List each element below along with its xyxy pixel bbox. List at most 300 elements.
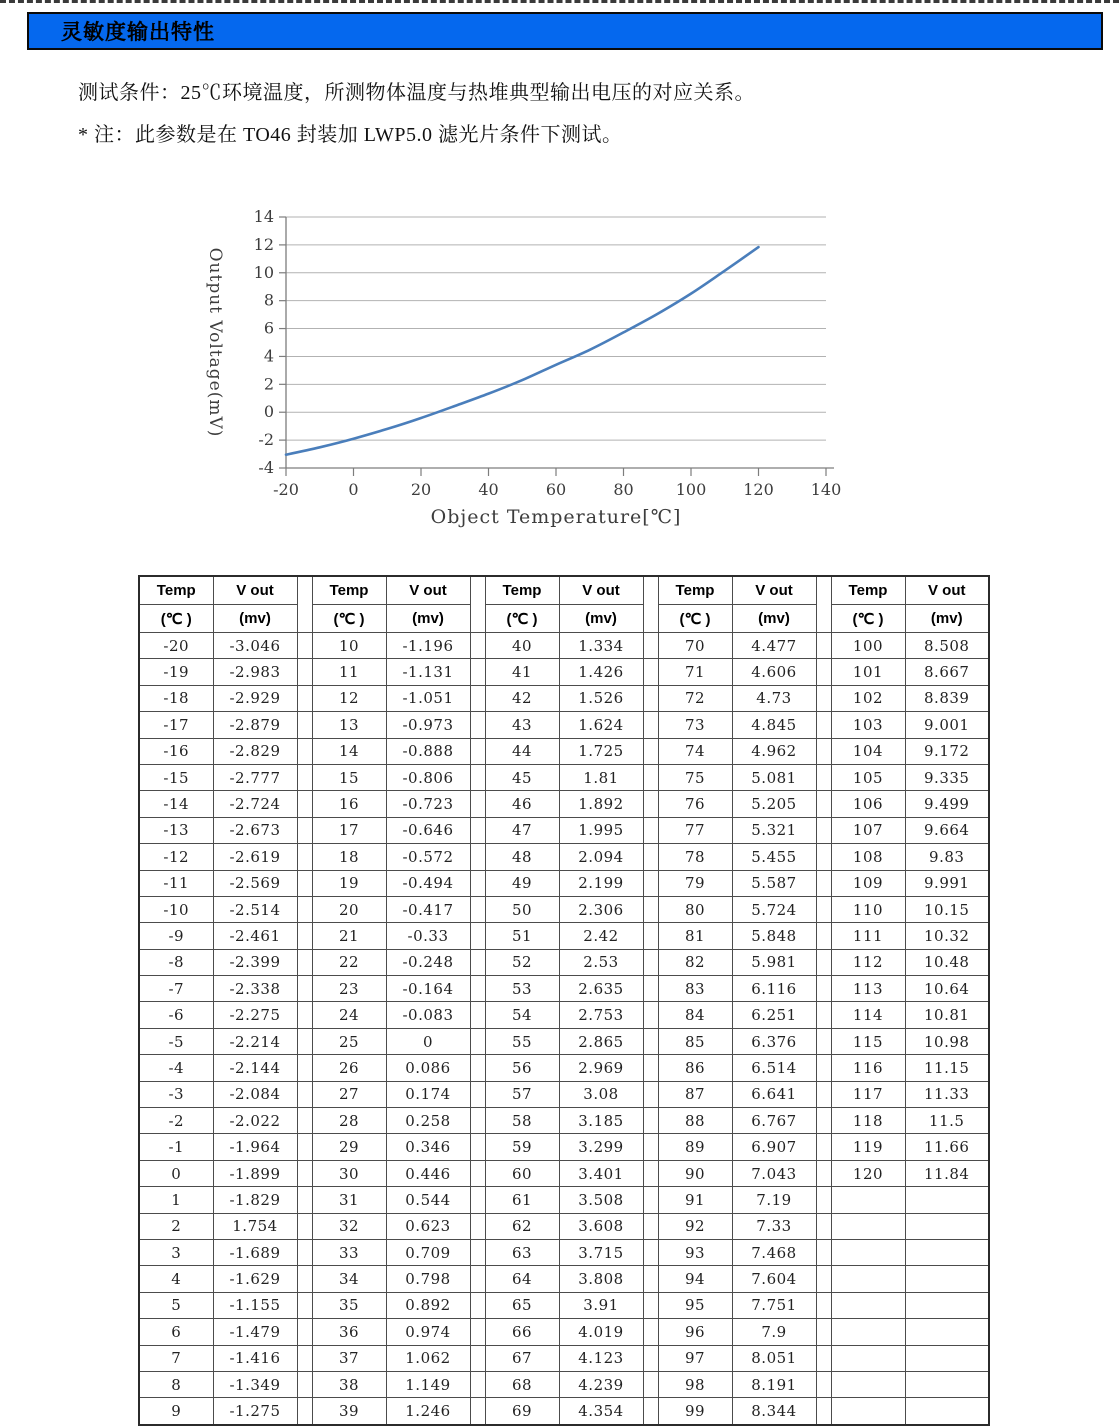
temp-cell: 66 — [485, 1319, 559, 1345]
temp-cell: 58 — [485, 1108, 559, 1134]
vout-cell: 1.426 — [559, 659, 643, 685]
vout-cell: 10.81 — [905, 1002, 989, 1028]
vout-cell: 1.81 — [559, 764, 643, 790]
spacer-cell — [643, 1134, 658, 1160]
vout-cell — [905, 1239, 989, 1265]
table-row — [139, 764, 989, 790]
spacer-cell — [470, 576, 485, 633]
temp-cell: 93 — [658, 1239, 732, 1265]
vout-cell: -2.983 — [213, 659, 297, 685]
col-header-temp-unit: (℃ ) — [485, 605, 559, 633]
vout-cell: -2.724 — [213, 791, 297, 817]
spacer-cell — [470, 1002, 485, 1028]
spacer-cell — [816, 1055, 831, 1081]
vout-cell: 6.641 — [732, 1081, 816, 1107]
table-row — [139, 685, 989, 711]
temp-cell: 22 — [312, 949, 386, 975]
vout-cell: -2.829 — [213, 738, 297, 764]
temp-cell: 36 — [312, 1319, 386, 1345]
spacer-cell — [470, 1108, 485, 1134]
temp-cell: 117 — [831, 1081, 905, 1107]
temp-cell: 27 — [312, 1081, 386, 1107]
temp-cell: 0 — [139, 1160, 213, 1186]
y-tick-label: 12 — [253, 234, 274, 254]
temp-cell: 83 — [658, 976, 732, 1002]
spacer-cell — [470, 1239, 485, 1265]
temp-cell: 11 — [312, 659, 386, 685]
vout-cell: 4.606 — [732, 659, 816, 685]
temp-cell: 56 — [485, 1055, 559, 1081]
col-header-vout-unit: (mv) — [213, 605, 297, 633]
temp-cell: 101 — [831, 659, 905, 685]
temp-cell: 5 — [139, 1292, 213, 1318]
vout-cell: -0.164 — [386, 976, 470, 1002]
temp-cell: 105 — [831, 764, 905, 790]
spacer-cell — [297, 1002, 312, 1028]
temp-cell: 38 — [312, 1371, 386, 1397]
vout-cell: 1.149 — [386, 1371, 470, 1397]
spacer-cell — [470, 949, 485, 975]
temp-cell: 81 — [658, 923, 732, 949]
vout-cell: 6.376 — [732, 1028, 816, 1054]
temp-cell: -14 — [139, 791, 213, 817]
spacer-cell — [643, 1187, 658, 1213]
vout-cell: 10.48 — [905, 949, 989, 975]
vout-cell: 10.32 — [905, 923, 989, 949]
spacer-cell — [470, 1187, 485, 1213]
vout-cell: 0.974 — [386, 1319, 470, 1345]
vout-cell: 9.335 — [905, 764, 989, 790]
col-header-temp: Temp — [831, 576, 905, 605]
table-row — [139, 1319, 989, 1345]
temp-cell: 71 — [658, 659, 732, 685]
temp-cell: 14 — [312, 738, 386, 764]
temp-cell: 76 — [658, 791, 732, 817]
spacer-cell — [816, 1160, 831, 1186]
vout-cell: 0.623 — [386, 1213, 470, 1239]
spacer-cell — [297, 949, 312, 975]
spacer-cell — [470, 976, 485, 1002]
spacer-cell — [816, 1187, 831, 1213]
table-row — [139, 896, 989, 922]
vout-cell: 7.751 — [732, 1292, 816, 1318]
temp-cell — [831, 1371, 905, 1397]
spacer-cell — [643, 1319, 658, 1345]
temp-cell: 10 — [312, 633, 386, 659]
table-row — [139, 1187, 989, 1213]
x-tick-label: 120 — [743, 480, 774, 499]
section-title: 灵敏度输出特性 — [61, 21, 215, 44]
temp-cell: 17 — [312, 817, 386, 843]
temp-cell: -13 — [139, 817, 213, 843]
table-row — [139, 1055, 989, 1081]
y-tick-label: 8 — [263, 290, 274, 310]
spacer-cell — [643, 576, 658, 633]
spacer-cell — [643, 1345, 658, 1371]
vout-cell: -2.461 — [213, 923, 297, 949]
temp-cell — [831, 1266, 905, 1292]
vout-cell: -1.275 — [213, 1398, 297, 1425]
vout-cell: -2.569 — [213, 870, 297, 896]
temp-cell: 89 — [658, 1134, 732, 1160]
spacer-cell — [297, 712, 312, 738]
temp-cell: -9 — [139, 923, 213, 949]
col-header-temp: Temp — [658, 576, 732, 605]
vout-cell: -0.572 — [386, 844, 470, 870]
spacer-cell — [816, 1319, 831, 1345]
page-top-divider — [0, 0, 1119, 3]
temp-cell: 116 — [831, 1055, 905, 1081]
spacer-cell — [470, 1055, 485, 1081]
temp-cell: 25 — [312, 1028, 386, 1054]
spacer-cell — [297, 791, 312, 817]
temp-cell: -20 — [139, 633, 213, 659]
temp-cell: 41 — [485, 659, 559, 685]
spacer-cell — [470, 712, 485, 738]
temp-cell: 88 — [658, 1108, 732, 1134]
temp-cell: 85 — [658, 1028, 732, 1054]
temp-cell: 47 — [485, 817, 559, 843]
spacer-cell — [816, 949, 831, 975]
table-row — [139, 817, 989, 843]
voltage-table — [138, 575, 990, 1426]
temp-cell: 31 — [312, 1187, 386, 1213]
spacer-cell — [470, 1371, 485, 1397]
temp-cell: -17 — [139, 712, 213, 738]
temp-cell: 70 — [658, 633, 732, 659]
temp-cell: 55 — [485, 1028, 559, 1054]
vout-cell: 5.981 — [732, 949, 816, 975]
vout-cell: 8.191 — [732, 1371, 816, 1397]
vout-cell: 5.205 — [732, 791, 816, 817]
spacer-cell — [297, 1371, 312, 1397]
table-row — [139, 1108, 989, 1134]
table-head — [139, 576, 989, 633]
spacer-cell — [643, 685, 658, 711]
temp-cell: 103 — [831, 712, 905, 738]
spacer-cell — [816, 1239, 831, 1265]
spacer-cell — [643, 633, 658, 659]
vout-cell: -0.33 — [386, 923, 470, 949]
temp-cell: 3 — [139, 1239, 213, 1265]
vout-cell: -2.673 — [213, 817, 297, 843]
temp-cell: -10 — [139, 896, 213, 922]
vout-cell — [905, 1266, 989, 1292]
y-tick-label: 14 — [253, 207, 274, 226]
temp-cell: 21 — [312, 923, 386, 949]
vout-cell: 8.667 — [905, 659, 989, 685]
vout-cell: 0.086 — [386, 1055, 470, 1081]
temp-cell: 86 — [658, 1055, 732, 1081]
temp-cell: 98 — [658, 1371, 732, 1397]
spacer-cell — [297, 1108, 312, 1134]
vout-cell: 10.64 — [905, 976, 989, 1002]
vout-cell — [905, 1187, 989, 1213]
vout-cell: 2.969 — [559, 1055, 643, 1081]
spacer-cell — [816, 1345, 831, 1371]
temp-cell: 12 — [312, 685, 386, 711]
temp-cell: 8 — [139, 1371, 213, 1397]
temp-cell: 6 — [139, 1319, 213, 1345]
temp-cell — [831, 1239, 905, 1265]
vout-cell: 9.664 — [905, 817, 989, 843]
temp-cell: 39 — [312, 1398, 386, 1425]
y-tick-label: 10 — [253, 262, 274, 282]
spacer-cell — [643, 1081, 658, 1107]
vout-cell: 1.892 — [559, 791, 643, 817]
vout-cell: 9.172 — [905, 738, 989, 764]
spacer-cell — [297, 633, 312, 659]
spacer-cell — [643, 1398, 658, 1425]
spacer-cell — [297, 1239, 312, 1265]
table-row — [139, 1081, 989, 1107]
temp-cell: -16 — [139, 738, 213, 764]
vout-cell: -2.929 — [213, 685, 297, 711]
table-row — [139, 659, 989, 685]
spacer-cell — [297, 870, 312, 896]
vout-cell: -1.155 — [213, 1292, 297, 1318]
temp-cell: 62 — [485, 1213, 559, 1239]
spacer-cell — [470, 1213, 485, 1239]
vout-cell: -2.022 — [213, 1108, 297, 1134]
spacer-cell — [816, 976, 831, 1002]
vout-cell: 0.709 — [386, 1239, 470, 1265]
spacer-cell — [643, 844, 658, 870]
y-tick-label: 4 — [263, 346, 274, 366]
vout-cell: 2.199 — [559, 870, 643, 896]
temp-cell: 26 — [312, 1055, 386, 1081]
vout-cell: 0.798 — [386, 1266, 470, 1292]
vout-cell: 7.043 — [732, 1160, 816, 1186]
spacer-cell — [297, 1028, 312, 1054]
spacer-cell — [470, 1134, 485, 1160]
spacer-cell — [643, 1371, 658, 1397]
output-voltage-chart — [150, 205, 870, 545]
spacer-cell — [470, 1266, 485, 1292]
temp-cell: 110 — [831, 896, 905, 922]
temp-cell: 107 — [831, 817, 905, 843]
vout-cell: -2.514 — [213, 896, 297, 922]
temp-cell: 54 — [485, 1002, 559, 1028]
table-body — [139, 633, 989, 1425]
spacer-cell — [297, 1134, 312, 1160]
vout-cell: 5.321 — [732, 817, 816, 843]
x-tick-label: 40 — [478, 480, 499, 499]
temp-cell: 33 — [312, 1239, 386, 1265]
temp-cell: 67 — [485, 1345, 559, 1371]
vout-cell: 5.081 — [732, 764, 816, 790]
temp-cell: 112 — [831, 949, 905, 975]
vout-cell: 6.251 — [732, 1002, 816, 1028]
spacer-cell — [816, 1108, 831, 1134]
vout-cell: 1.725 — [559, 738, 643, 764]
x-tick-label: 0 — [348, 480, 359, 499]
vout-cell: 4.239 — [559, 1371, 643, 1397]
vout-cell: 9.001 — [905, 712, 989, 738]
spacer-cell — [816, 1134, 831, 1160]
temp-cell: 61 — [485, 1187, 559, 1213]
vout-cell: 11.66 — [905, 1134, 989, 1160]
spacer-cell — [816, 896, 831, 922]
spacer-cell — [816, 685, 831, 711]
temp-cell: 34 — [312, 1266, 386, 1292]
vout-cell: -0.723 — [386, 791, 470, 817]
temp-cell: 43 — [485, 712, 559, 738]
vout-cell: -1.479 — [213, 1319, 297, 1345]
vout-cell: -0.806 — [386, 764, 470, 790]
spacer-cell — [297, 685, 312, 711]
temp-cell: 1 — [139, 1187, 213, 1213]
temp-cell: 49 — [485, 870, 559, 896]
temp-cell: 7 — [139, 1345, 213, 1371]
vout-cell: 4.845 — [732, 712, 816, 738]
vout-cell: 1.334 — [559, 633, 643, 659]
vout-cell — [905, 1213, 989, 1239]
temp-cell: 19 — [312, 870, 386, 896]
col-header-vout-unit: (mv) — [386, 605, 470, 633]
vout-cell: 3.185 — [559, 1108, 643, 1134]
vout-cell: -1.964 — [213, 1134, 297, 1160]
temp-cell — [831, 1292, 905, 1318]
temp-cell: 78 — [658, 844, 732, 870]
temp-cell — [831, 1398, 905, 1425]
spacer-cell — [643, 1055, 658, 1081]
vout-cell: -2.275 — [213, 1002, 297, 1028]
x-tick-label: 20 — [410, 480, 432, 499]
spacer-cell — [297, 1319, 312, 1345]
y-tick-label: 0 — [263, 402, 274, 422]
spacer-cell — [816, 1028, 831, 1054]
temp-cell: 118 — [831, 1108, 905, 1134]
vout-cell: 0.258 — [386, 1108, 470, 1134]
spacer-cell — [297, 1213, 312, 1239]
temp-cell: 87 — [658, 1081, 732, 1107]
table-row — [139, 923, 989, 949]
temp-cell: 65 — [485, 1292, 559, 1318]
temp-cell: 69 — [485, 1398, 559, 1425]
vout-cell: 2.753 — [559, 1002, 643, 1028]
vout-cell: 11.84 — [905, 1160, 989, 1186]
spacer-cell — [643, 817, 658, 843]
temp-cell: 82 — [658, 949, 732, 975]
vout-cell: 1.062 — [386, 1345, 470, 1371]
vout-cell: -1.829 — [213, 1187, 297, 1213]
temp-cell: 24 — [312, 1002, 386, 1028]
spacer-cell — [643, 896, 658, 922]
temp-cell: 45 — [485, 764, 559, 790]
vout-cell: 4.477 — [732, 633, 816, 659]
y-tick-label: 6 — [263, 318, 274, 338]
spacer-cell — [297, 1398, 312, 1425]
vout-cell: -1.416 — [213, 1345, 297, 1371]
spacer-cell — [816, 870, 831, 896]
spacer-cell — [816, 923, 831, 949]
temp-cell: 16 — [312, 791, 386, 817]
spacer-cell — [816, 791, 831, 817]
vout-cell: 11.5 — [905, 1108, 989, 1134]
vout-cell: 2.53 — [559, 949, 643, 975]
voltage-curve — [286, 247, 759, 455]
spacer-cell — [297, 976, 312, 1002]
temp-cell: -18 — [139, 685, 213, 711]
vout-cell: 0.174 — [386, 1081, 470, 1107]
vout-cell: 10.15 — [905, 896, 989, 922]
temp-cell: 102 — [831, 685, 905, 711]
table-row — [139, 1292, 989, 1318]
temp-cell — [831, 1187, 905, 1213]
vout-cell: 1.624 — [559, 712, 643, 738]
vout-cell: 2.094 — [559, 844, 643, 870]
temp-cell: 96 — [658, 1319, 732, 1345]
temp-cell: -8 — [139, 949, 213, 975]
vout-cell: 9.83 — [905, 844, 989, 870]
spacer-cell — [816, 712, 831, 738]
temp-cell: 108 — [831, 844, 905, 870]
vout-cell: -2.619 — [213, 844, 297, 870]
spacer-cell — [643, 659, 658, 685]
x-tick-label: -20 — [273, 480, 299, 499]
col-header-vout: V out — [559, 576, 643, 605]
spacer-cell — [297, 844, 312, 870]
section-header-bar — [27, 12, 1103, 50]
spacer-cell — [643, 923, 658, 949]
vout-cell: 7.468 — [732, 1239, 816, 1265]
spacer-cell — [470, 1160, 485, 1186]
temp-cell: -19 — [139, 659, 213, 685]
col-header-vout-unit: (mv) — [905, 605, 989, 633]
temp-cell: 48 — [485, 844, 559, 870]
temp-cell: -5 — [139, 1028, 213, 1054]
spacer-cell — [297, 1081, 312, 1107]
spacer-cell — [816, 844, 831, 870]
col-header-temp-unit: (℃ ) — [312, 605, 386, 633]
y-tick-label: -2 — [258, 430, 274, 450]
temp-cell: 73 — [658, 712, 732, 738]
col-header-temp-unit: (℃ ) — [831, 605, 905, 633]
vout-cell: -1.629 — [213, 1266, 297, 1292]
vout-cell: 0.446 — [386, 1160, 470, 1186]
spacer-cell — [643, 949, 658, 975]
spacer-cell — [816, 1002, 831, 1028]
vout-cell: 0.544 — [386, 1187, 470, 1213]
spacer-cell — [643, 1266, 658, 1292]
table-row — [139, 870, 989, 896]
spacer-cell — [643, 1213, 658, 1239]
spacer-cell — [643, 1292, 658, 1318]
spacer-cell — [470, 738, 485, 764]
spacer-cell — [297, 1266, 312, 1292]
temp-cell: 60 — [485, 1160, 559, 1186]
vout-cell: 3.299 — [559, 1134, 643, 1160]
vout-cell: 1.754 — [213, 1213, 297, 1239]
temp-cell: 92 — [658, 1213, 732, 1239]
vout-cell: 5.724 — [732, 896, 816, 922]
temp-cell: 68 — [485, 1371, 559, 1397]
spacer-cell — [816, 738, 831, 764]
temp-cell: 59 — [485, 1134, 559, 1160]
spacer-cell — [297, 1055, 312, 1081]
temp-cell: 28 — [312, 1108, 386, 1134]
y-tick-label: 2 — [263, 374, 274, 394]
spacer-cell — [643, 738, 658, 764]
spacer-cell — [297, 1187, 312, 1213]
table-row — [139, 1160, 989, 1186]
vout-cell: -0.417 — [386, 896, 470, 922]
vout-cell: 3.715 — [559, 1239, 643, 1265]
temp-cell: 2 — [139, 1213, 213, 1239]
spacer-cell — [816, 576, 831, 633]
x-axis-title: Object Temperature[℃] — [430, 506, 682, 528]
